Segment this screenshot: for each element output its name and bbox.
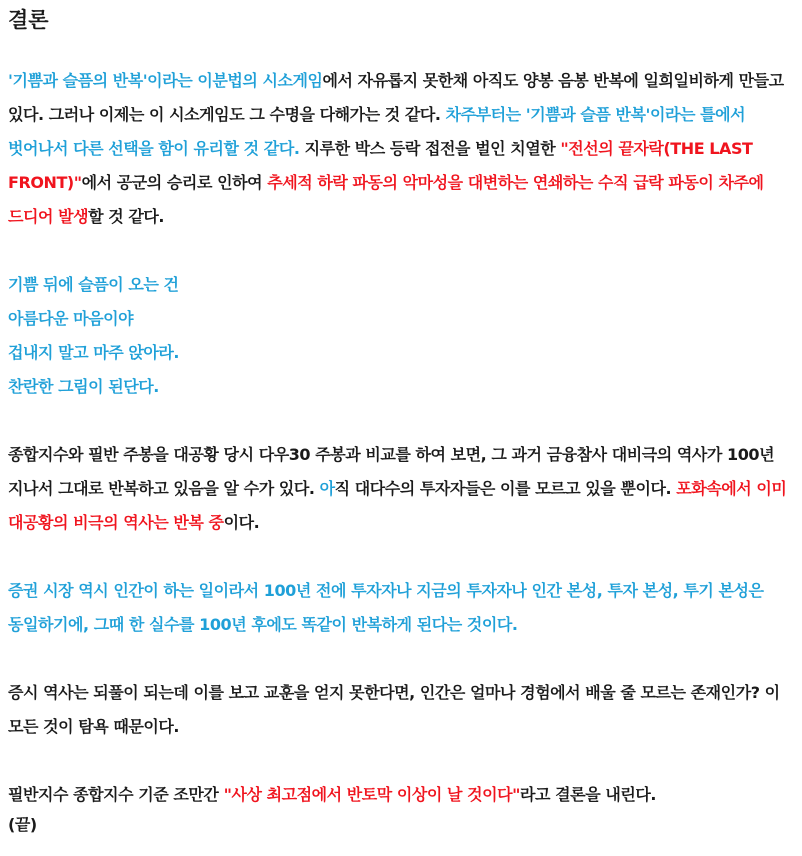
spacer: [8, 642, 794, 676]
section-title: 결론: [8, 8, 49, 32]
text-segment: 포화속에서 이미 대공황의 비극의 역사는 반복 중: [8, 479, 787, 532]
paragraph-history: [8, 438, 794, 540]
text-segment: 종합지수와 필반 주봉을 대공황 당시 다우30 주봉과 비교를 하여 보면, 그 과거 금융참사 대비극의 역사가 100년 지나서 그대로 반복하고 있음을 알 수가 있다.: [8, 445, 775, 498]
poem-block: [8, 268, 794, 404]
end-marker: (끝): [8, 815, 37, 834]
paragraph-conclusion: [8, 64, 794, 234]
poem-line: 겁내지 말고 마주 앉아라.: [8, 343, 180, 362]
text-segment: 증권 시장 역시 인간이 하는 일이라서 100년 전에 투자자나 지금의 투자자나 인간 본성, 투자 본성, 투기 본성은 동일하기에, 그때 한 실수를 100년 후에도 똑같이 반복하게 된다는 것이다.: [8, 581, 764, 634]
article: [8, 6, 794, 838]
text-segment: 직 대다수의 투자자들은 이를 모르고 있을 뿐이다.: [334, 479, 677, 498]
poem-line: 기쁨 뒤에 슬픔이 오는 건: [8, 275, 179, 294]
spacer: [8, 540, 794, 574]
text-segment: 에서 자유롭지 못한채 아직도 양봉 음봉 반복에 일희일비하게 만들고 있다. 그러나 이제는 이 시소게임도 그 수명을 다해가는 것 같다.: [8, 71, 784, 124]
poem-line: 아름다운 마음이야: [8, 309, 134, 328]
paragraph-final: [8, 778, 794, 812]
text-segment: 할 것 같다.: [88, 207, 165, 226]
text-segment: 지루한 박스 등락 접전을 벌인 치열한: [299, 139, 561, 158]
text-segment: 라고 결론을 내린다.: [520, 785, 656, 804]
spacer: [8, 744, 794, 778]
text-segment: '기쁨과 슬픔의 반복'이라는 이분법의 시소게임: [8, 71, 323, 90]
text-segment: 에서 공군의 승리로 인하여: [81, 173, 268, 192]
text-segment: 추세적 하락 파동의 악마성을 대변하는 연쇄하는 수직 급락 파동이 차주에 드디어 발생: [8, 173, 764, 226]
spacer: [8, 404, 794, 438]
text-segment: "사상 최고점에서 반토막 이상이 날 것이다": [223, 785, 521, 804]
paragraph-human-nature: [8, 574, 794, 642]
text-segment: 아: [319, 479, 335, 498]
text-segment: "전선의 끝자락(THE LAST FRONT)": [8, 139, 753, 192]
text-segment: 필반지수 종합지수 기준 조만간: [8, 785, 224, 804]
spacer: [8, 234, 794, 268]
text-segment: 이다.: [223, 513, 260, 532]
poem-line: 찬란한 그림이 된단다.: [8, 377, 159, 396]
text-segment: 차주부터는 '기쁨과 슬픔 반복'이라는 틀에서 벗어나서 다른 선택을 함이 유리할 것 같다.: [8, 105, 746, 158]
text-segment: 증시 역사는 되풀이 되는데 이를 보고 교훈을 얻지 못한다면, 인간은 얼마나 경험에서 배울 줄 모르는 존재인가? 이 모든 것이 탐욕 때문이다.: [8, 683, 780, 736]
paragraph-greed: [8, 676, 794, 744]
